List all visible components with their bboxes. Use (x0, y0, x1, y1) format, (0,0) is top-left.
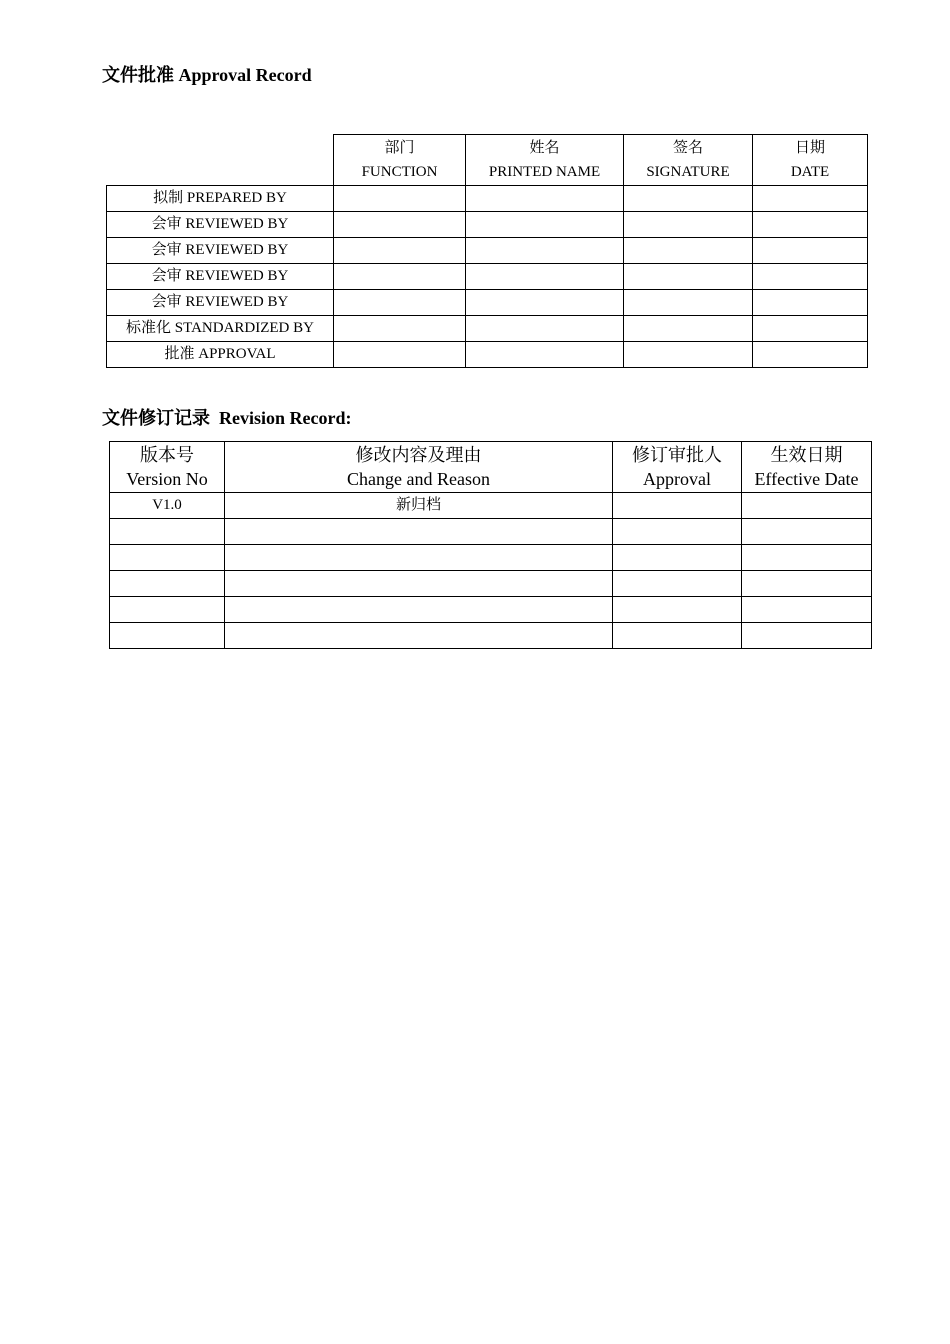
printed-name-cell (466, 186, 624, 212)
header-en-label: Change and Reason (347, 469, 490, 489)
approval-row-label: 拟制 PREPARED BY (107, 186, 334, 212)
approval-header-signature (624, 135, 753, 186)
version-cell (110, 623, 225, 649)
function-cell (334, 316, 466, 342)
revision-record-table (109, 441, 872, 649)
approval-header-corner (107, 135, 334, 186)
date-cell (753, 264, 868, 290)
function-cell (334, 342, 466, 368)
header-cn-label: 日期 (794, 140, 825, 156)
revision-header-approval (613, 442, 742, 493)
date-cell (753, 212, 868, 238)
date-cell (753, 342, 868, 368)
version-cell: V1.0 (110, 493, 225, 519)
printed-name-cell (466, 290, 624, 316)
approval-header-printed-name (466, 135, 624, 186)
approval-record-title: 文件批准 Approval Record (102, 65, 312, 85)
header-cn-label: 姓名 (529, 140, 560, 156)
approval-row-label: 会审 REVIEWED BY (107, 264, 334, 290)
effective-date-cell (742, 493, 872, 519)
approver-cell (613, 519, 742, 545)
effective-date-cell (742, 519, 872, 545)
header-cn-label: 生效日期 (770, 445, 843, 465)
version-cell (110, 597, 225, 623)
effective-date-cell (742, 545, 872, 571)
change-reason-cell (225, 519, 613, 545)
date-cell (753, 290, 868, 316)
header-en-label: Approval (643, 469, 711, 489)
header-en-label: PRINTED NAME (488, 164, 601, 180)
header-en-label: DATE (790, 164, 830, 180)
header-cn-label: 签名 (672, 140, 703, 156)
revision-row (110, 597, 872, 623)
function-cell (334, 238, 466, 264)
date-cell (753, 316, 868, 342)
signature-cell (624, 238, 753, 264)
effective-date-cell (742, 597, 872, 623)
signature-cell (624, 342, 753, 368)
printed-name-cell (466, 342, 624, 368)
approval-row-label: 标准化 STANDARDIZED BY (107, 316, 334, 342)
header-cn-label: 修改内容及理由 (355, 445, 482, 465)
effective-date-cell (742, 623, 872, 649)
approver-cell (613, 571, 742, 597)
function-cell (334, 264, 466, 290)
function-cell (334, 186, 466, 212)
approver-cell (613, 545, 742, 571)
approval-row-label: 会审 REVIEWED BY (107, 290, 334, 316)
revision-row (110, 519, 872, 545)
change-reason-cell (225, 623, 613, 649)
approver-cell (613, 623, 742, 649)
approval-row-label: 会审 REVIEWED BY (107, 238, 334, 264)
approver-cell (613, 493, 742, 519)
header-cn-label: 修订审批人 (632, 445, 722, 465)
header-en-label: FUNCTION (361, 164, 438, 180)
date-cell (753, 238, 868, 264)
signature-cell (624, 212, 753, 238)
approver-cell (613, 597, 742, 623)
printed-name-cell (466, 212, 624, 238)
printed-name-cell (466, 316, 624, 342)
approval-row-standardized (107, 316, 868, 342)
signature-cell (624, 186, 753, 212)
revision-header-change (225, 442, 613, 493)
approval-row-label: 会审 REVIEWED BY (107, 212, 334, 238)
approval-row-reviewed-1 (107, 212, 868, 238)
revision-header-version (110, 442, 225, 493)
effective-date-cell (742, 571, 872, 597)
signature-cell (624, 290, 753, 316)
revision-header-effective-date (742, 442, 872, 493)
version-cell (110, 545, 225, 571)
header-en-label: SIGNATURE (646, 164, 730, 180)
function-cell (334, 212, 466, 238)
revision-row (110, 545, 872, 571)
approval-row-reviewed-2 (107, 238, 868, 264)
change-reason-cell (225, 545, 613, 571)
signature-cell (624, 264, 753, 290)
approval-row-label: 批准 APPROVAL (107, 342, 334, 368)
header-cn-label: 版本号 (140, 445, 194, 465)
revision-row (110, 623, 872, 649)
header-en-label: Effective Date (754, 469, 859, 489)
approval-header-function (334, 135, 466, 186)
date-cell (753, 186, 868, 212)
printed-name-cell (466, 264, 624, 290)
revision-header-row (110, 442, 872, 493)
change-reason-cell: 新归档 (225, 493, 613, 519)
approval-row-prepared (107, 186, 868, 212)
header-en-label: Version No (126, 469, 208, 489)
change-reason-cell (225, 597, 613, 623)
signature-cell (624, 316, 753, 342)
approval-header-row (107, 135, 868, 186)
function-cell (334, 290, 466, 316)
change-reason-cell (225, 571, 613, 597)
approval-row-reviewed-4 (107, 290, 868, 316)
revision-record-title: 文件修订记录 Revision Record: (102, 408, 352, 428)
approval-row-approval (107, 342, 868, 368)
approval-header-date (753, 135, 868, 186)
approval-record-table (106, 134, 868, 368)
header-cn-label: 部门 (384, 140, 415, 156)
revision-row (110, 493, 872, 519)
printed-name-cell (466, 238, 624, 264)
version-cell (110, 571, 225, 597)
approval-row-reviewed-3 (107, 264, 868, 290)
version-cell (110, 519, 225, 545)
revision-row (110, 571, 872, 597)
